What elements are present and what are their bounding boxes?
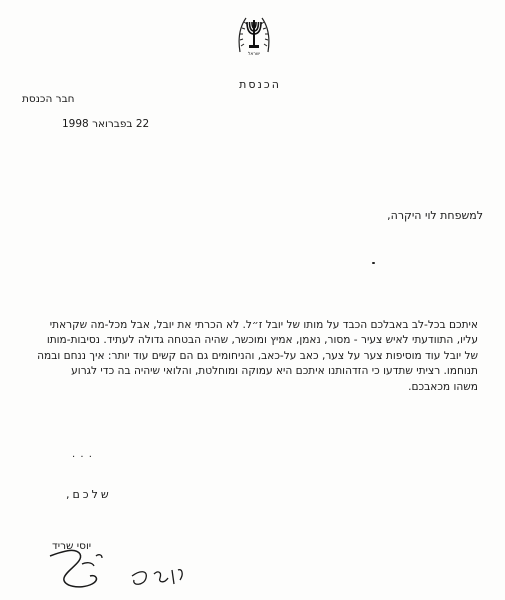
body-line: תנוחמו. רציתי שתדעו כי הזדהותנו איתכם היא עמוקה ומוחלטת, והלואי שיהיה בה כדי לגרוע	[71, 365, 478, 378]
sender-role: חבר הכנסת	[22, 93, 75, 105]
salutation: למשפחת לוי היקרה,	[387, 209, 483, 222]
body-line: משהו מכאבכם.	[408, 380, 478, 393]
letterhead-title: הכנסת	[239, 78, 281, 91]
closing: שלכם,	[66, 488, 112, 501]
menorah-emblem-icon	[237, 12, 271, 58]
handwritten-signature	[36, 540, 226, 596]
emblem-text: ישראל	[247, 52, 261, 57]
body-line: של יובל עוד מוסיפות צער על צער, כאב על-כאב, והניחומים גם הם קשים עוד יותר: איך ננחם ובמה	[37, 349, 478, 362]
letter-date: 22 בפברואר 1998	[62, 118, 150, 130]
signer-name: יוסי שריד	[52, 540, 92, 552]
ellipsis-marks: . . .	[72, 449, 93, 460]
body-line: עליו, התוודעתי לאיש צעיר - מסור, נאמן, אמיץ ומוכשר, שהיה הבטחה גדולה לעתיד. נסיבות-מותו	[46, 334, 478, 347]
ink-speck	[372, 262, 375, 264]
body-line: איתכם בכל-לב באבלכם הכבד על מותו של יובל ז״ל. לא הכרתי את יובל, אבל מכל-מה שקראתי	[49, 319, 478, 331]
letter-body	[38, 318, 478, 395]
